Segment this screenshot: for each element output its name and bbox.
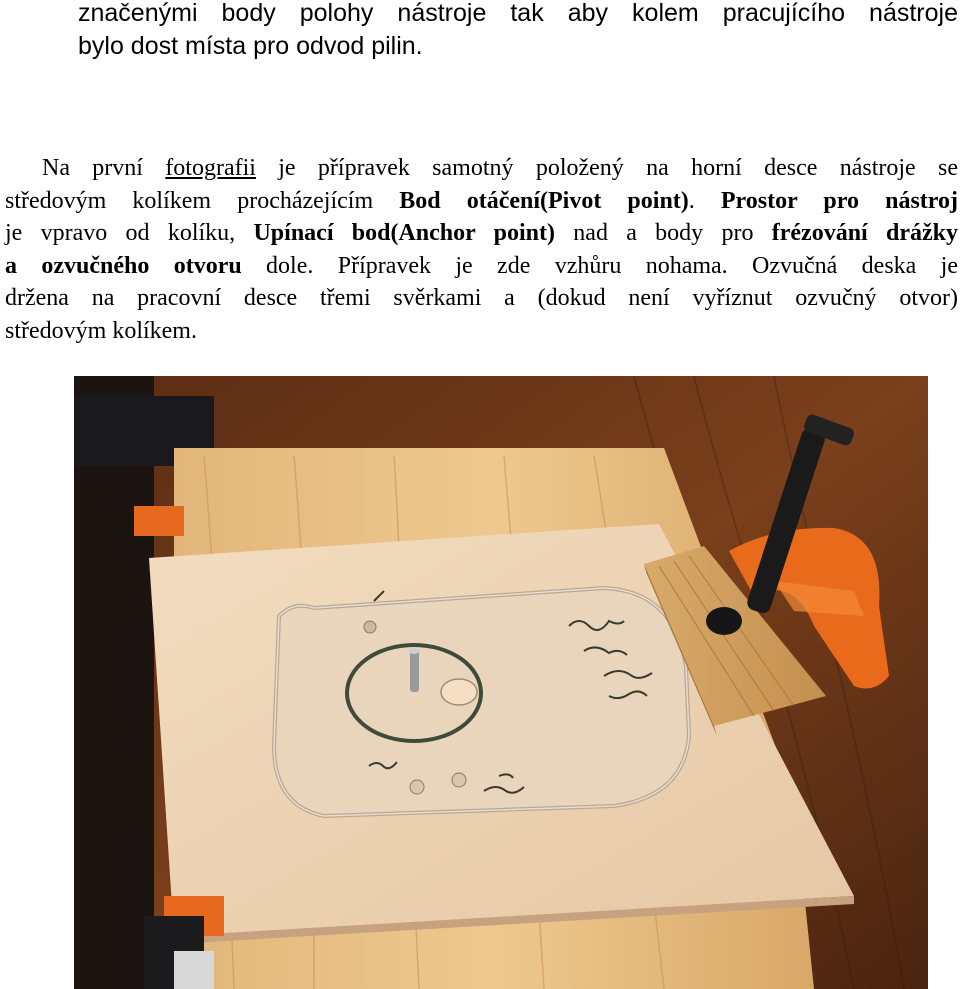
text: středovým kolíkem procházejícím bbox=[5, 187, 400, 214]
sound-hole-term: a ozvučného otvoru bbox=[5, 252, 242, 279]
para-line-5: držena na pracovní desce třemi svěrkami a (dokud není vyříznut ozvučný otvor) bbox=[5, 285, 958, 311]
anchor-point-term: Upínací bod(Anchor point) bbox=[253, 220, 555, 246]
jig-photo bbox=[74, 376, 928, 989]
para-line-1 bbox=[5, 152, 958, 185]
para-line-3 bbox=[5, 217, 958, 250]
top-paragraph bbox=[78, 0, 958, 63]
groove-milling-term: frézování drážky bbox=[771, 220, 959, 246]
top-line-1: značenými body polohy nástroje tak aby kolem pracujícího nástroje bbox=[78, 0, 958, 27]
tool-space-term: Prostor pro nástroj bbox=[720, 187, 958, 214]
para-line-2 bbox=[5, 185, 958, 218]
pivot-point-term: Bod otáčení(Pivot point) bbox=[399, 187, 689, 214]
photo-link[interactable]: fotografii bbox=[165, 155, 256, 181]
text: je vpravo od kolíku, bbox=[5, 220, 254, 246]
description-paragraph bbox=[5, 152, 958, 347]
text: je přípravek samotný položený na horní desce nástroje se bbox=[255, 155, 958, 181]
para-line-6: středovým kolíkem. bbox=[5, 317, 197, 344]
jig-photo-illustration bbox=[74, 376, 928, 989]
top-line-2: bylo dost místa pro odvod pilin. bbox=[78, 32, 423, 60]
para-line-4 bbox=[5, 250, 958, 283]
text: nad a body pro bbox=[555, 220, 772, 246]
text: . bbox=[688, 187, 721, 214]
text: dole. Přípravek je zde vzhůru nohama. Ozvučná deska je bbox=[241, 252, 958, 279]
text: Na první bbox=[42, 155, 166, 181]
